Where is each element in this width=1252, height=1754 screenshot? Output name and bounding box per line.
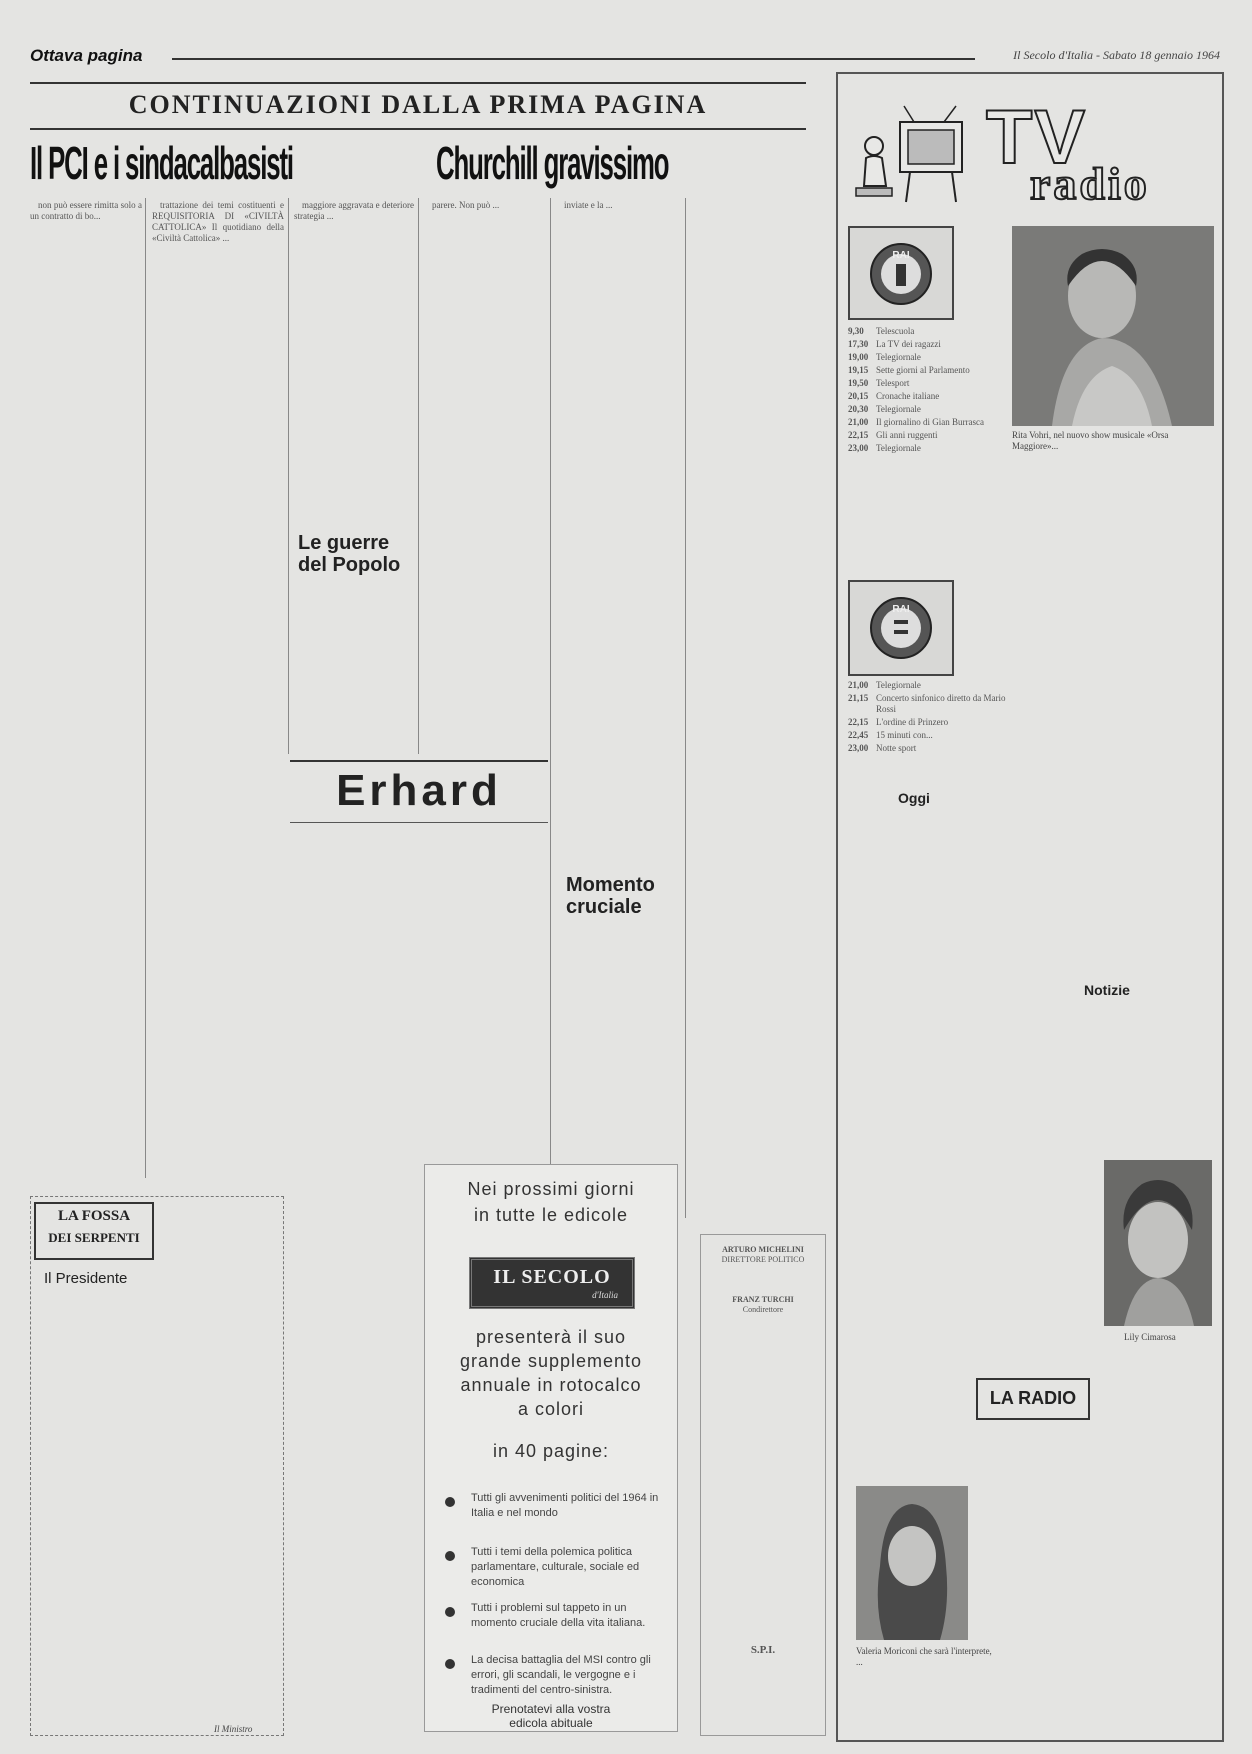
- bullet-icon: [445, 1659, 455, 1669]
- logo-radio-text: radio: [1030, 158, 1150, 209]
- momento-heading: Momento cruciale: [566, 874, 655, 918]
- churchill-col2-text: inviate e la ...: [564, 200, 613, 210]
- bullet-icon: [445, 1497, 455, 1507]
- la-radio-box: [976, 1378, 1090, 1420]
- schedule-row: 21,15 Concerto sinfonico diretto da Mario Rossi: [848, 693, 1006, 714]
- churchill-headline: Churchill gravissimo: [436, 137, 669, 189]
- schedule-row: 23,00 Notte sport: [848, 743, 917, 753]
- pci-column-3: [294, 200, 414, 520]
- pci-col2-text: trattazione dei temi costituenti e REQUISITORIA DI «CIVILTÀ CATTOLICA» Il quotidiano della «Civiltà Cattolica» ...: [152, 200, 284, 243]
- ad-line7: in 40 pagine:: [492, 1441, 610, 1461]
- banner-text: CONTINUAZIONI DALLA PRIMA PAGINA: [128, 90, 708, 119]
- ad-footer-line1: Prenotatevi alla vostra: [491, 1702, 611, 1716]
- credit-role-1: DIRETTORE POLITICO: [721, 1255, 805, 1264]
- schedule-row: 22,15 L'ordine di Prinzero: [848, 717, 949, 727]
- ad-line2: in tutte le edicole: [473, 1205, 629, 1225]
- fossa-title-line2: DEI SERPENTI: [48, 1230, 140, 1245]
- churchill-column-2: [556, 200, 682, 876]
- logo-tv-text: TV: [986, 95, 1088, 180]
- date-line: Il Secolo d'Italia - Sabato 18 gennaio 1964: [1013, 48, 1220, 62]
- churchill-column-1: [424, 200, 546, 750]
- schedule-channel-1: [848, 326, 1008, 456]
- schedule-row: 20,30 Telegiornale: [848, 404, 921, 414]
- ad-bullet-4: La decisa battaglia del MSI contro gli errori, gli scandali, le vergogne e i tradimenti del centro-sinistra.: [471, 1654, 651, 1696]
- lily-photo: [1104, 1160, 1212, 1326]
- rita-photo: [1012, 226, 1214, 426]
- tv-text-column-right: [1016, 456, 1212, 976]
- schedule-row: 19,50 Telesport: [848, 378, 910, 388]
- credit-name-2: FRANZ TURCHI: [732, 1295, 794, 1304]
- schedule-channel-2: [848, 680, 1008, 756]
- tv-radio-logo: [986, 95, 1204, 212]
- ad-line6: a colori: [517, 1399, 585, 1419]
- pci-column-1: [30, 200, 142, 1180]
- fossa-box-border: [30, 1196, 284, 1736]
- ad-line1: Nei prossimi giorni: [467, 1179, 635, 1199]
- masthead: [30, 44, 1220, 70]
- valeria-photo: [856, 1486, 968, 1640]
- ad-footer-line2: edicola abituale: [509, 1716, 593, 1730]
- schedule-row: 22,45 15 minuti con...: [848, 730, 933, 740]
- ad-line5: annuale in rotocalco: [460, 1375, 642, 1395]
- secolo-advert: [424, 1164, 678, 1732]
- ad-line4: grande supplemento: [459, 1351, 643, 1371]
- fossa-title-line1: LA FOSSA: [57, 1208, 131, 1224]
- pci-col1-text: non può essere rimitta solo a un contratto di bo...: [30, 200, 142, 221]
- section-label: Ottava pagina: [30, 46, 143, 65]
- fossa-signature: Il Ministro: [214, 1724, 253, 1734]
- continuations-banner: [30, 82, 806, 130]
- schedule-row: 17,30 La TV dei ragazzi: [848, 339, 941, 349]
- rita-caption: Rita Vohri, nel nuovo show musicale «Orsa Maggiore»...: [1012, 430, 1169, 451]
- radio-column-2: [1104, 1384, 1214, 1724]
- ad-bullet-2: Tutti i temi della polemica politica parlamentare, culturale, sociale ed economica: [471, 1546, 640, 1588]
- ad-line3: presenterà il suo: [475, 1327, 627, 1347]
- logo-sub: d'Italia: [592, 1290, 618, 1300]
- pci-headline: Il PCI e i sindacalbasisti: [30, 137, 293, 189]
- schedule-row: 9,30 Telescuola: [848, 326, 915, 336]
- schedule-row: 21,00 Telegiornale: [848, 680, 921, 690]
- secolo-logo: [469, 1257, 635, 1309]
- erhard-banner: [290, 760, 548, 823]
- pci-column-2: [152, 200, 284, 1200]
- tv-viewer-illustration-icon: [852, 102, 972, 210]
- lily-caption: Lily Cimarosa: [1124, 1332, 1176, 1342]
- schedule-row: 22,15 Gli anni ruggenti: [848, 430, 938, 440]
- schedule-row: 19,15 Sette giorni al Parlamento: [848, 365, 970, 375]
- credits-box: [700, 1234, 826, 1736]
- radio-column-1: [984, 1420, 1094, 1480]
- schedule-row: 21,00 Il giornalino di Gian Burrasca: [848, 417, 984, 427]
- rai-channel-1-logo: [848, 226, 954, 320]
- credit-spi: S.P.I.: [750, 1644, 776, 1656]
- bullet-icon: [445, 1551, 455, 1561]
- schedule-row: 20,15 Cronache italiane: [848, 391, 940, 401]
- ad-footer: [434, 1702, 668, 1730]
- masthead-rule: [172, 58, 975, 60]
- pci-col3-text: maggiore aggravata e deteriore strategia ...: [294, 200, 414, 221]
- erhard-headline: Erhard: [336, 766, 502, 815]
- schedule-row: 23,00 Telegiornale: [848, 443, 921, 453]
- valeria-caption: Valeria Moriconi che sarà l'interprete, ...: [856, 1646, 992, 1667]
- rai-channel-2-logo: [848, 580, 954, 676]
- svg-text:RAI: RAI: [892, 250, 910, 261]
- logo-main: IL SECOLO: [493, 1266, 611, 1288]
- notizie-heading: Notizie: [1084, 982, 1130, 998]
- credit-role-2: Condirettore: [742, 1305, 784, 1314]
- churchill-col1-text: parere. Non può ...: [432, 200, 500, 210]
- svg-text:RAI: RAI: [892, 604, 910, 615]
- oggi-text-column: [848, 812, 1008, 1362]
- oggi-heading: Oggi: [898, 790, 930, 806]
- le-guerre-heading: Le guerre del Popolo: [298, 532, 401, 576]
- ad-bullet-1: Tutti gli avvenimenti politici del 1964 in Italia e nel mondo: [471, 1492, 659, 1519]
- fossa-subtitle: Il Presidente: [44, 1270, 128, 1287]
- ad-bullet-3: Tutti i problemi sul tappeto in un momento cruciale della vita italiana.: [471, 1602, 646, 1629]
- schedule-row: 19,00 Telegiornale: [848, 352, 921, 362]
- la-radio-heading: LA RADIO: [989, 1388, 1077, 1408]
- credit-name-1: ARTURO MICHELINI: [722, 1245, 804, 1254]
- bullet-icon: [445, 1607, 455, 1617]
